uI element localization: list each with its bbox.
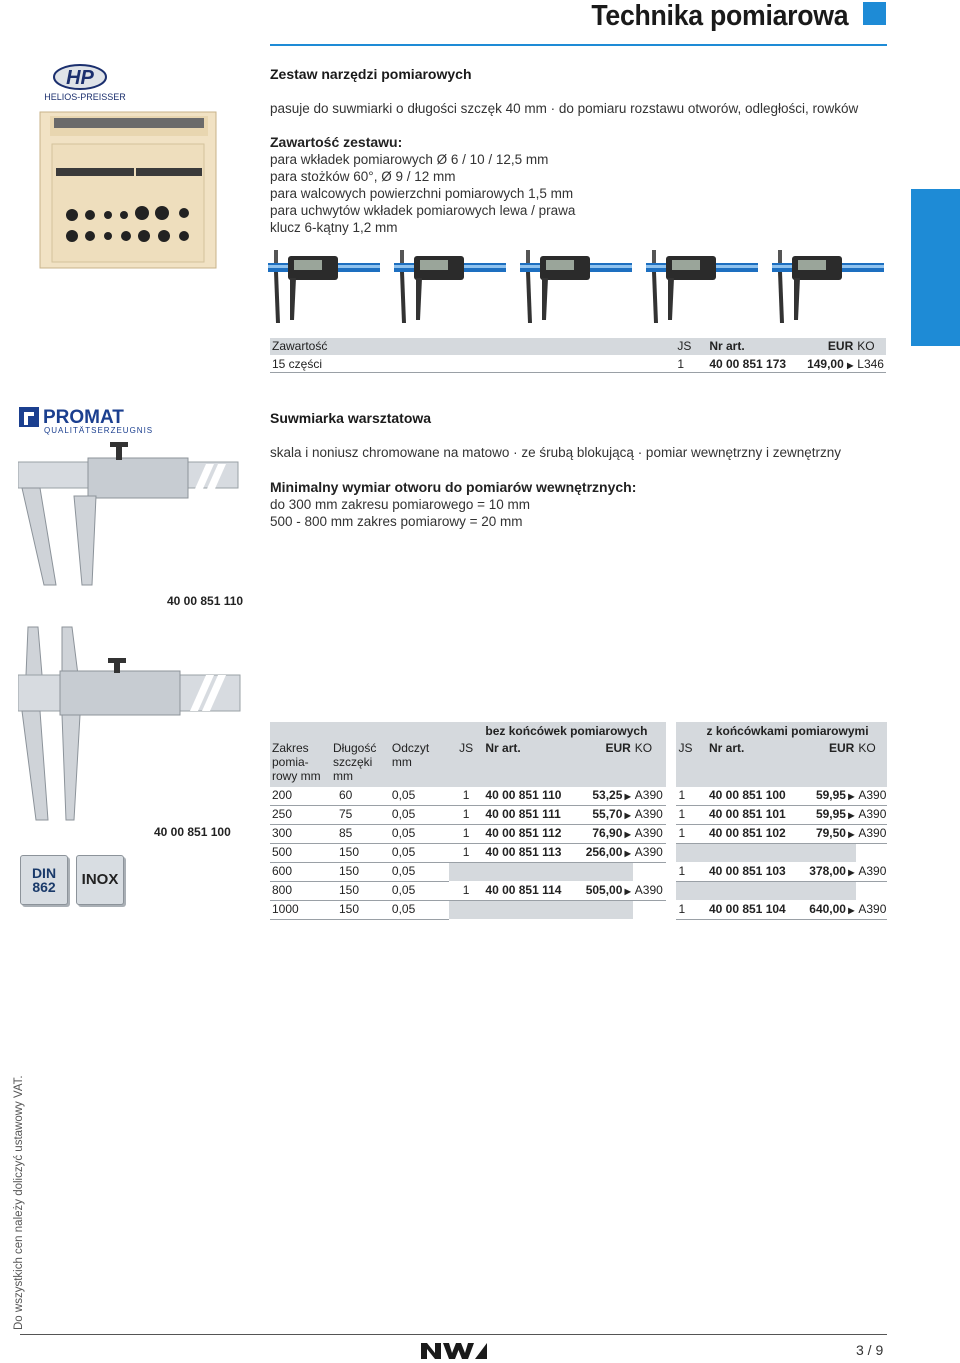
caliper-min-list	[270, 496, 530, 530]
cell-ko-a	[633, 901, 667, 920]
cell-js-b: 1	[676, 787, 706, 806]
set-description: pasuje do suwmiarki o długości szczęk 40 mm · do pomiaru rozstawu otworów, odległości, rowków	[270, 101, 859, 116]
cell-ko-b: A390	[856, 863, 887, 882]
cell-eur-b: 378,00 ▶	[806, 863, 857, 882]
cell-js-b	[676, 844, 706, 863]
caliper-min-title: Minimalny wymiar otworu do pomiarów wewnętrznych:	[270, 479, 637, 495]
cell-ko-b	[856, 844, 887, 863]
column-spacer	[666, 806, 676, 825]
vat-note: Do wszystkich cen należy doliczyć ustawowy VAT.	[13, 1075, 25, 1330]
cell-nr-art-b: 40 00 851 102	[707, 825, 806, 844]
set-contents-title: Zawartość zestawu:	[270, 134, 403, 150]
cell-eur-b: 640,00 ▶	[806, 901, 857, 920]
arrow-right-icon: ▶	[845, 830, 855, 839]
col-ko-a: KO	[633, 741, 667, 787]
cell-zakres: 1000	[270, 901, 331, 920]
table-row[interactable]	[270, 787, 887, 806]
col-nr-art: Nr art.	[707, 338, 803, 355]
set-title: Zestaw narzędzi pomiarowych	[270, 66, 472, 82]
col-eur-b: EUR	[806, 741, 857, 787]
table-header-row	[270, 741, 887, 787]
list-item: para stożków 60°, Ø 9 / 12 mm	[270, 169, 456, 184]
tool-set-box-image	[38, 110, 218, 270]
cell-ko-a: A390	[633, 806, 667, 825]
cell-zakres: 250	[270, 806, 331, 825]
arrow-right-icon: ▶	[845, 906, 855, 915]
cell-js-b	[676, 882, 706, 901]
cell-odczyt: 0,05	[390, 806, 449, 825]
cell-nr-art-b	[707, 844, 806, 863]
col-js-b: JS	[676, 741, 706, 787]
cell-nr-art-a: 40 00 851 113	[483, 844, 582, 863]
cell-dlugosc: 150	[331, 901, 390, 920]
cell-eur-b	[806, 844, 857, 863]
cell-nr-art-a: 40 00 851 114	[483, 882, 582, 901]
list-item: para uchwytów wkładek pomiarowych lewa / prawa	[270, 203, 576, 218]
arrow-right-icon: ▶	[622, 792, 631, 801]
cell-nr-art-a	[483, 901, 582, 920]
cell-zawartosc: 15 części	[270, 355, 675, 372]
cell-js-b: 1	[676, 825, 706, 844]
header-divider	[270, 44, 887, 46]
table-header-row	[270, 338, 886, 355]
cell-dlugosc: 150	[331, 844, 390, 863]
table-row[interactable]	[270, 844, 887, 863]
cell-ko-b: A390	[856, 806, 887, 825]
col-zakres: Zakres pomia- rowy mm	[270, 741, 331, 787]
footer-divider	[20, 1334, 887, 1335]
caliper-1-art-label: 40 00 851 110	[167, 594, 244, 608]
cell-js-a: 1	[449, 825, 484, 844]
list-item: do 300 mm zakresu pomiarowego = 10 mm	[270, 497, 530, 512]
col-nr-art-b: Nr art.	[707, 741, 806, 787]
col-eur-a: EUR	[582, 741, 633, 787]
column-spacer	[666, 825, 676, 844]
table-row[interactable]	[270, 863, 887, 882]
page-title: Technika pomiarowa	[591, 0, 848, 32]
list-item: klucz 6-kątny 1,2 mm	[270, 220, 398, 235]
cell-ko-a: A390	[633, 844, 667, 863]
cell-nr-art-a	[483, 863, 582, 882]
column-spacer	[666, 901, 676, 920]
col-eur: EUR	[803, 338, 855, 355]
column-spacer	[666, 844, 676, 863]
cell-eur-a: 256,00 ▶	[582, 844, 633, 863]
column-spacer	[666, 882, 676, 901]
promat-logo	[19, 405, 167, 435]
cell-nr-art-a: 40 00 851 112	[483, 825, 582, 844]
column-spacer	[666, 863, 676, 882]
hp-logo-text: HP	[66, 67, 94, 89]
caliper-image-2	[18, 625, 246, 825]
cell-ko-a: A390	[633, 882, 667, 901]
col-dlugosc: Długość szczęki mm	[331, 741, 390, 787]
cell-ko: L346	[855, 355, 886, 372]
cell-eur-a	[582, 901, 633, 920]
col-js-a: JS	[449, 741, 484, 787]
group-header-without-tips: bez końcówek pomiarowych	[483, 722, 666, 741]
cell-eur-a: 505,00 ▶	[582, 882, 633, 901]
cell-ko-a	[633, 863, 667, 882]
group-header-with-tips: z końcówkami pomiarowymi	[676, 722, 887, 741]
hp-logo-sub: HELIOS-PREISSER	[44, 92, 126, 102]
caliper-image-1	[18, 440, 246, 590]
page-number: 3 / 9	[856, 1342, 884, 1358]
arrow-right-icon: ▶	[622, 849, 631, 858]
cell-js-b: 1	[676, 863, 706, 882]
cell-js-b: 1	[676, 806, 706, 825]
cell-dlugosc: 75	[331, 806, 390, 825]
cell-dlugosc: 150	[331, 863, 390, 882]
cell-eur-b	[806, 882, 857, 901]
cell-js-a	[449, 901, 484, 920]
caliper-2-art-label: 40 00 851 100	[154, 825, 231, 839]
cell-odczyt: 0,05	[390, 901, 449, 920]
cell-eur-a: 76,90 ▶	[582, 825, 633, 844]
table-row[interactable]	[270, 901, 887, 920]
col-zawartosc: Zawartość	[270, 338, 675, 355]
cell-js-a: 1	[449, 806, 484, 825]
promat-logo-text: PROMAT	[43, 407, 124, 428]
arrow-right-icon: ▶	[622, 830, 631, 839]
nw-logo	[421, 1341, 487, 1361]
table-row[interactable]	[270, 355, 886, 372]
set-price-table	[270, 338, 886, 373]
list-item: para walcowych powierzchni pomiarowych 1,5 mm	[270, 186, 574, 201]
table-row[interactable]	[270, 806, 887, 825]
cell-zakres: 500	[270, 844, 331, 863]
col-js: JS	[675, 338, 707, 355]
cell-odczyt: 0,05	[390, 844, 449, 863]
section-side-tab[interactable]	[911, 189, 960, 346]
cell-dlugosc: 85	[331, 825, 390, 844]
cell-eur-a: 55,70 ▶	[582, 806, 633, 825]
cell-eur-b: 59,95 ▶	[806, 787, 857, 806]
arrow-right-icon: ▶	[847, 360, 854, 370]
cell-zakres: 200	[270, 787, 331, 806]
cell-odczyt: 0,05	[390, 863, 449, 882]
cell-zakres: 600	[270, 863, 331, 882]
arrow-right-icon: ▶	[845, 811, 855, 820]
arrow-right-icon: ▶	[845, 868, 855, 877]
hp-logo	[20, 63, 150, 103]
cell-zakres: 300	[270, 825, 331, 844]
cell-odczyt: 0,05	[390, 825, 449, 844]
caliper-table-body	[270, 787, 887, 920]
cell-ko-a: A390	[633, 787, 667, 806]
set-contents-list	[270, 151, 575, 236]
promat-logo-sub: QUALITÄTSERZEUGNIS	[44, 426, 154, 435]
table-row[interactable]	[270, 882, 887, 901]
list-item: para wkładek pomiarowych Ø 6 / 10 / 12,5 mm	[270, 152, 549, 167]
cell-eur-a	[582, 863, 633, 882]
cell-eur-b: 79,50 ▶	[806, 825, 857, 844]
cell-zakres: 800	[270, 882, 331, 901]
arrow-right-icon: ▶	[845, 792, 855, 801]
cell-js-a: 1	[449, 787, 484, 806]
cell-dlugosc: 60	[331, 787, 390, 806]
cell-eur-b: 59,95 ▶	[806, 806, 857, 825]
cell-js-b: 1	[676, 901, 706, 920]
table-row[interactable]	[270, 825, 887, 844]
caliper-description: skala i noniusz chromowane na matowo · ze śrubą blokującą · pomiar wewnętrzny i zewnętrzny	[270, 445, 842, 460]
cell-dlugosc: 150	[331, 882, 390, 901]
header-accent-square	[863, 2, 886, 25]
cell-nr-art-b	[707, 882, 806, 901]
cell-js: 1	[675, 355, 707, 372]
cell-ko-b: A390	[856, 787, 887, 806]
col-ko-b: KO	[856, 741, 887, 787]
cell-nr-art-b: 40 00 851 103	[707, 863, 806, 882]
col-ko: KO	[855, 338, 886, 355]
din-badge-top: DIN	[31, 865, 57, 881]
caliper-price-table	[270, 722, 887, 920]
cell-nr-art-b: 40 00 851 101	[707, 806, 806, 825]
cell-ko-b: A390	[856, 825, 887, 844]
cell-js-a	[449, 863, 484, 882]
digital-calipers-image	[268, 248, 888, 328]
table-group-header-row	[270, 722, 887, 741]
cell-nr-art-b: 40 00 851 100	[707, 787, 806, 806]
column-spacer	[666, 787, 676, 806]
cell-odczyt: 0,05	[390, 882, 449, 901]
cell-odczyt: 0,05	[390, 787, 449, 806]
arrow-right-icon: ▶	[622, 811, 631, 820]
cell-nr-art-a: 40 00 851 111	[483, 806, 582, 825]
nw-logo-text: NW	[421, 1341, 423, 1342]
arrow-right-icon: ▶	[622, 887, 631, 896]
col-nr-art-a: Nr art.	[483, 741, 582, 787]
cell-ko-b	[856, 882, 887, 901]
cell-eur-a: 53,25 ▶	[582, 787, 633, 806]
din-862-badge	[20, 855, 68, 905]
col-odczyt: Odczyt mm	[390, 741, 449, 787]
cell-eur: 149,00 ▶	[803, 355, 855, 372]
cell-nr-art-a: 40 00 851 110	[483, 787, 582, 806]
cell-js-a: 1	[449, 844, 484, 863]
list-item: 500 - 800 mm zakres pomiarowy = 20 mm	[270, 514, 523, 529]
cell-nr-art: 40 00 851 173	[707, 355, 803, 372]
cell-nr-art-b: 40 00 851 104	[707, 901, 806, 920]
cell-ko-b: A390	[856, 901, 887, 920]
inox-badge: INOX	[76, 855, 124, 905]
caliper-title: Suwmiarka warsztatowa	[270, 410, 432, 426]
din-badge-bottom: 862	[32, 879, 56, 895]
cell-ko-a: A390	[633, 825, 667, 844]
cell-js-a: 1	[449, 882, 484, 901]
